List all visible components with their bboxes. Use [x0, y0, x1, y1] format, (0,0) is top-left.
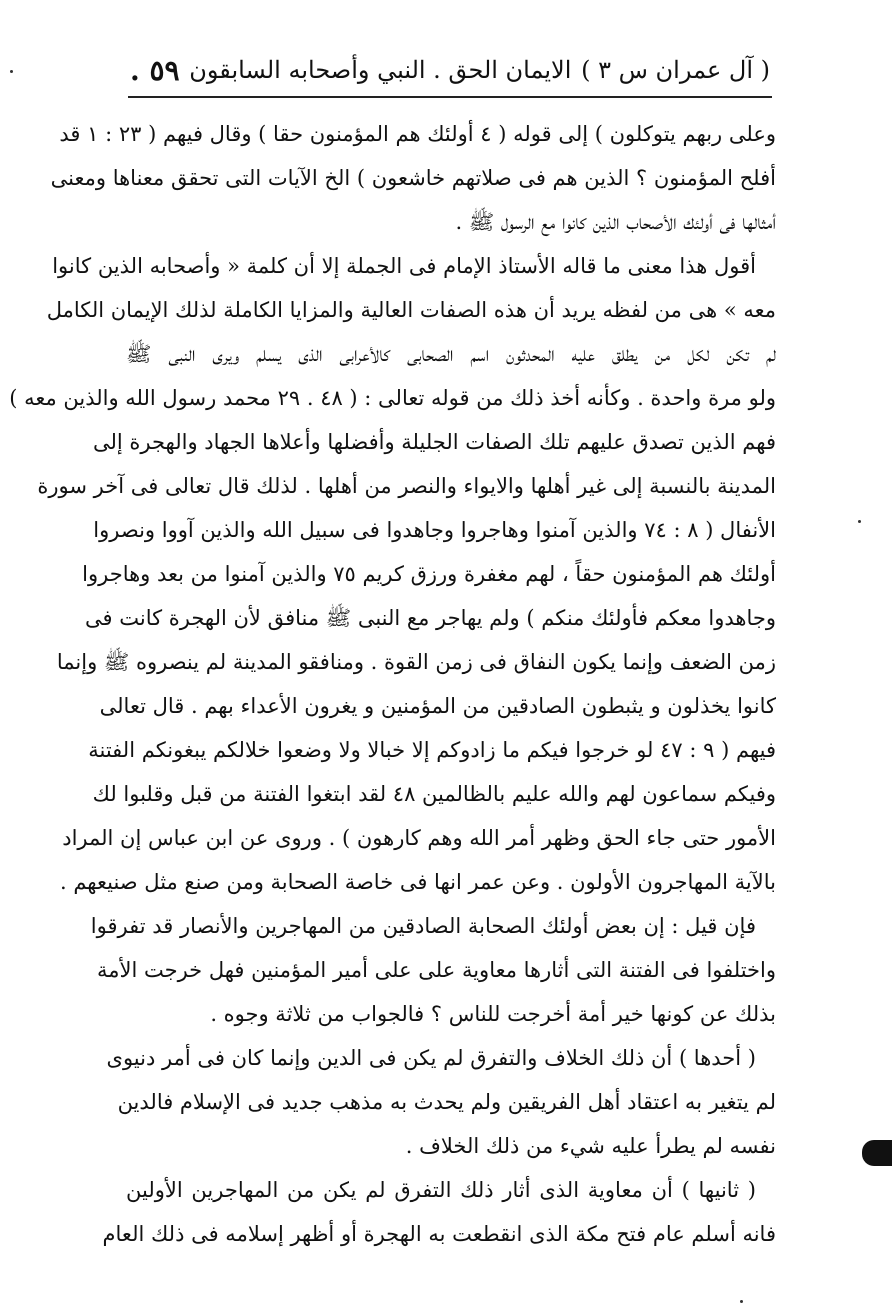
text-line: وفيكم سماعون لهم والله عليم بالظالمين ٤٨ لقد ابتغوا الفتنة من قبل وقلبوا لك	[92, 782, 776, 806]
text-line: أولئك هم المؤمنون حقاً ، لهم مغفرة ورزق كريم ٧٥ والذين آمنوا من بعد وهاجروا	[82, 562, 776, 586]
text-line: وعلى ربهم يتوكلون ) إلى قوله ( ٤ أولئك هم المؤمنون حقا ) وقال فيهم ( ٢٣ : ١ قد	[59, 122, 776, 146]
text-line: فهم الذين تصدق عليهم تلك الصفات الجليلة وأفضلها وأعلاها الجهاد والهجرة إلى	[93, 430, 776, 454]
paragraph	[102, 1168, 776, 1256]
text-line: أقول هذا معنى ما قاله الأستاذ الإمام فى الجملة إلا أن كلمة « وأصحابه الذين كانوا	[52, 254, 756, 278]
text-line: أمثالها فى أولئك الأصحاب الذين كانوا مع الرسول ﷺ .	[455, 210, 776, 234]
text-line: الأمور حتى جاء الحق وظهر أمر الله وهم كارهون ) . وروى عن ابن عباس إن المراد	[62, 826, 776, 850]
text-line: لم تكن لكل من يطلق عليه المحدثون اسم الصحابى كالأعرابى الذى يسلم ويرى النبى ﷺ	[126, 342, 776, 366]
text-line: واختلفوا فى الفتنة التى أثارها معاوية على على أمير المؤمنين فهل خرجت الأمة	[97, 958, 776, 982]
scan-speck	[10, 70, 13, 73]
text-line: معه » هى من لفظه يريد أن هذه الصفات العالية والمزايا الكاملة لذلك الإيمان الكامل	[46, 298, 776, 322]
scan-speck	[858, 520, 861, 523]
text-line: ( ثانيها ) أن معاوية الذى أثار ذلك التفرق لم يكن من المهاجرين الأولين	[126, 1178, 756, 1202]
paragraph	[9, 244, 776, 904]
paragraph	[90, 904, 776, 1036]
text-line: فإن قيل : إن بعض أولئك الصحابة الصادقين من المهاجرين والأنصار قد تفرقوا	[90, 914, 756, 938]
page-number: ٥٩ .	[130, 53, 180, 87]
text-line: بذلك عن كونها خير أمة أخرجت للناس ؟ فالجواب من ثلاثة وجوه .	[210, 1002, 776, 1026]
section-title: الايمان الحق . النبي وأصحابه السابقون	[189, 56, 572, 84]
text-line: الأنفال ( ٨ : ٧٤ والذين آمنوا وهاجروا وجاهدوا فى سبيل الله والذين آووا ونصروا	[93, 518, 776, 542]
text-line: لم يتغير به اعتقاد أهل الفريقين ولم يحدث به مذهب جديد فى الإسلام فالدين	[117, 1090, 776, 1114]
text-line: ( أحدها ) أن ذلك الخلاف والتفرق لم يكن فى الدين وإنما كان فى أمر دنيوى	[106, 1046, 756, 1070]
text-line: المدينة بالنسبة إلى غير أهلها والايواء والنصر من أهلها . لذلك قال تعالى فى آخر سورة	[37, 474, 776, 498]
text-line: وجاهدوا معكم فأولئك منكم ) ولم يهاجر مع النبى ﷺ منافق لأن الهجرة كانت فى	[85, 606, 776, 630]
text-line: فيهم ( ٩ : ٤٧ لو خرجوا فيكم ما زادوكم إلا خبالا ولا وضعوا خلالكم يبغونكم الفتنة	[88, 738, 776, 762]
scan-edge-mark	[862, 1140, 892, 1166]
text-line: ولو مرة واحدة . وكأنه أخذ ذلك من قوله تعالى : ( ٤٨ . ٢٩ محمد رسول الله والذين معه )	[9, 386, 776, 410]
text-line: نفسه لم يطرأ عليه شيء من ذلك الخلاف .	[405, 1134, 776, 1158]
paragraph	[106, 1036, 776, 1168]
text-line: أفلح المؤمنون ؟ الذين هم فى صلاتهم خاشعون ) الخ الآيات التى تحقق معناها ومعنى	[50, 166, 776, 190]
scan-speck	[740, 1300, 743, 1303]
text-line: فانه أسلم عام فتح مكة الذى انقطعت به الهجرة أو أظهر إسلامه فى ذلك العام	[102, 1222, 776, 1246]
chapter-reference: ( آل عمران س ٣ )	[581, 56, 770, 84]
text-line: زمن الضعف وإنما يكون النفاق فى زمن القوة . ومنافقو المدينة لم ينصروه ﷺ وإنما	[56, 650, 776, 674]
text-line: بالآية المهاجرون الأولون . وعن عمر انها فى خاصة الصحابة ومن صنع مثل صنيعهم .	[59, 870, 776, 894]
running-header	[130, 50, 770, 90]
body-text	[9, 112, 776, 1256]
text-line: كانوا يخذلون و يثبطون الصادقين من المؤمنين و يغرون الأعداء بهم . قال تعالى	[99, 694, 776, 718]
paragraph	[50, 112, 776, 244]
header-rule	[128, 96, 772, 98]
